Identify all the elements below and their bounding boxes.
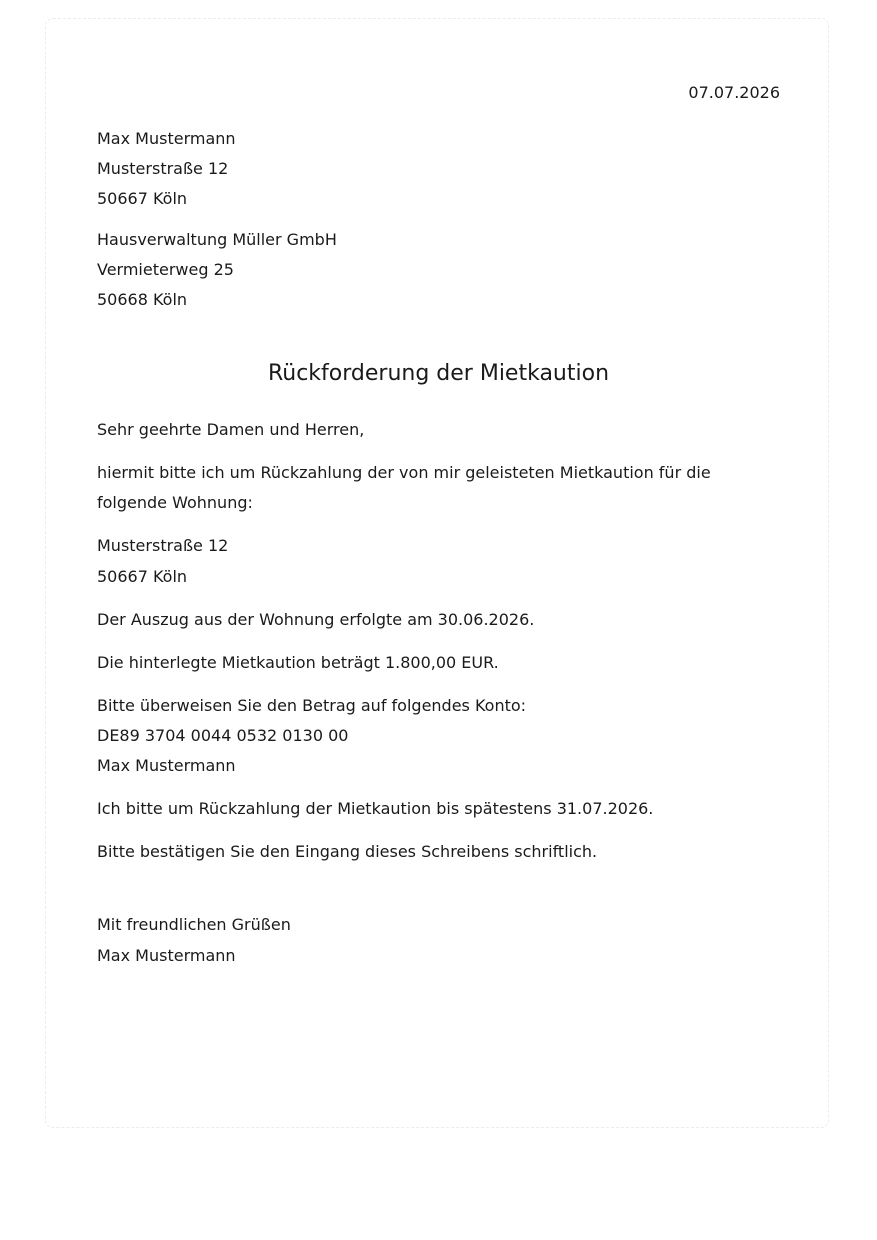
- sender-street: Musterstraße 12: [97, 159, 229, 178]
- sender-name: Max Mustermann: [97, 129, 236, 148]
- iban: DE89 3704 0044 0532 0130 00: [97, 726, 349, 745]
- apartment-street: Musterstraße 12: [97, 536, 229, 555]
- deposit-statement: Die hinterlegte Mietkaution beträgt 1.800,00 EUR.: [97, 653, 499, 672]
- moveout-statement: Der Auszug aus der Wohnung erfolgte am 30.06.2026.: [97, 610, 535, 629]
- account-holder: Max Mustermann: [97, 756, 236, 775]
- closing: Mit freundlichen Grüßen: [97, 915, 291, 934]
- transfer-request: Bitte überweisen Sie den Betrag auf folgendes Konto:: [97, 696, 527, 715]
- letter-subject: Rückforderung der Mietkaution: [267, 361, 610, 386]
- sender-city: 50667 Köln: [97, 189, 188, 208]
- deadline-statement: Ich bitte um Rückzahlung der Mietkaution bis spätestens 31.07.2026.: [97, 799, 654, 818]
- confirmation-request: Bitte bestätigen Sie den Eingang dieses Schreibens schriftlich.: [97, 842, 598, 861]
- salutation: Sehr geehrte Damen und Herren,: [97, 420, 365, 439]
- letter-date: 07.07.2026: [688, 83, 780, 102]
- apartment-city: 50667 Köln: [97, 567, 188, 586]
- recipient-street: Vermieterweg 25: [97, 260, 234, 279]
- signature-name: Max Mustermann: [97, 946, 236, 965]
- intro-line-2: folgende Wohnung:: [97, 493, 253, 512]
- recipient-name: Hausverwaltung Müller GmbH: [97, 230, 337, 249]
- intro-line-1: hiermit bitte ich um Rückzahlung der von mir geleisteten Mietkaution für die: [97, 463, 711, 482]
- recipient-city: 50668 Köln: [97, 290, 188, 309]
